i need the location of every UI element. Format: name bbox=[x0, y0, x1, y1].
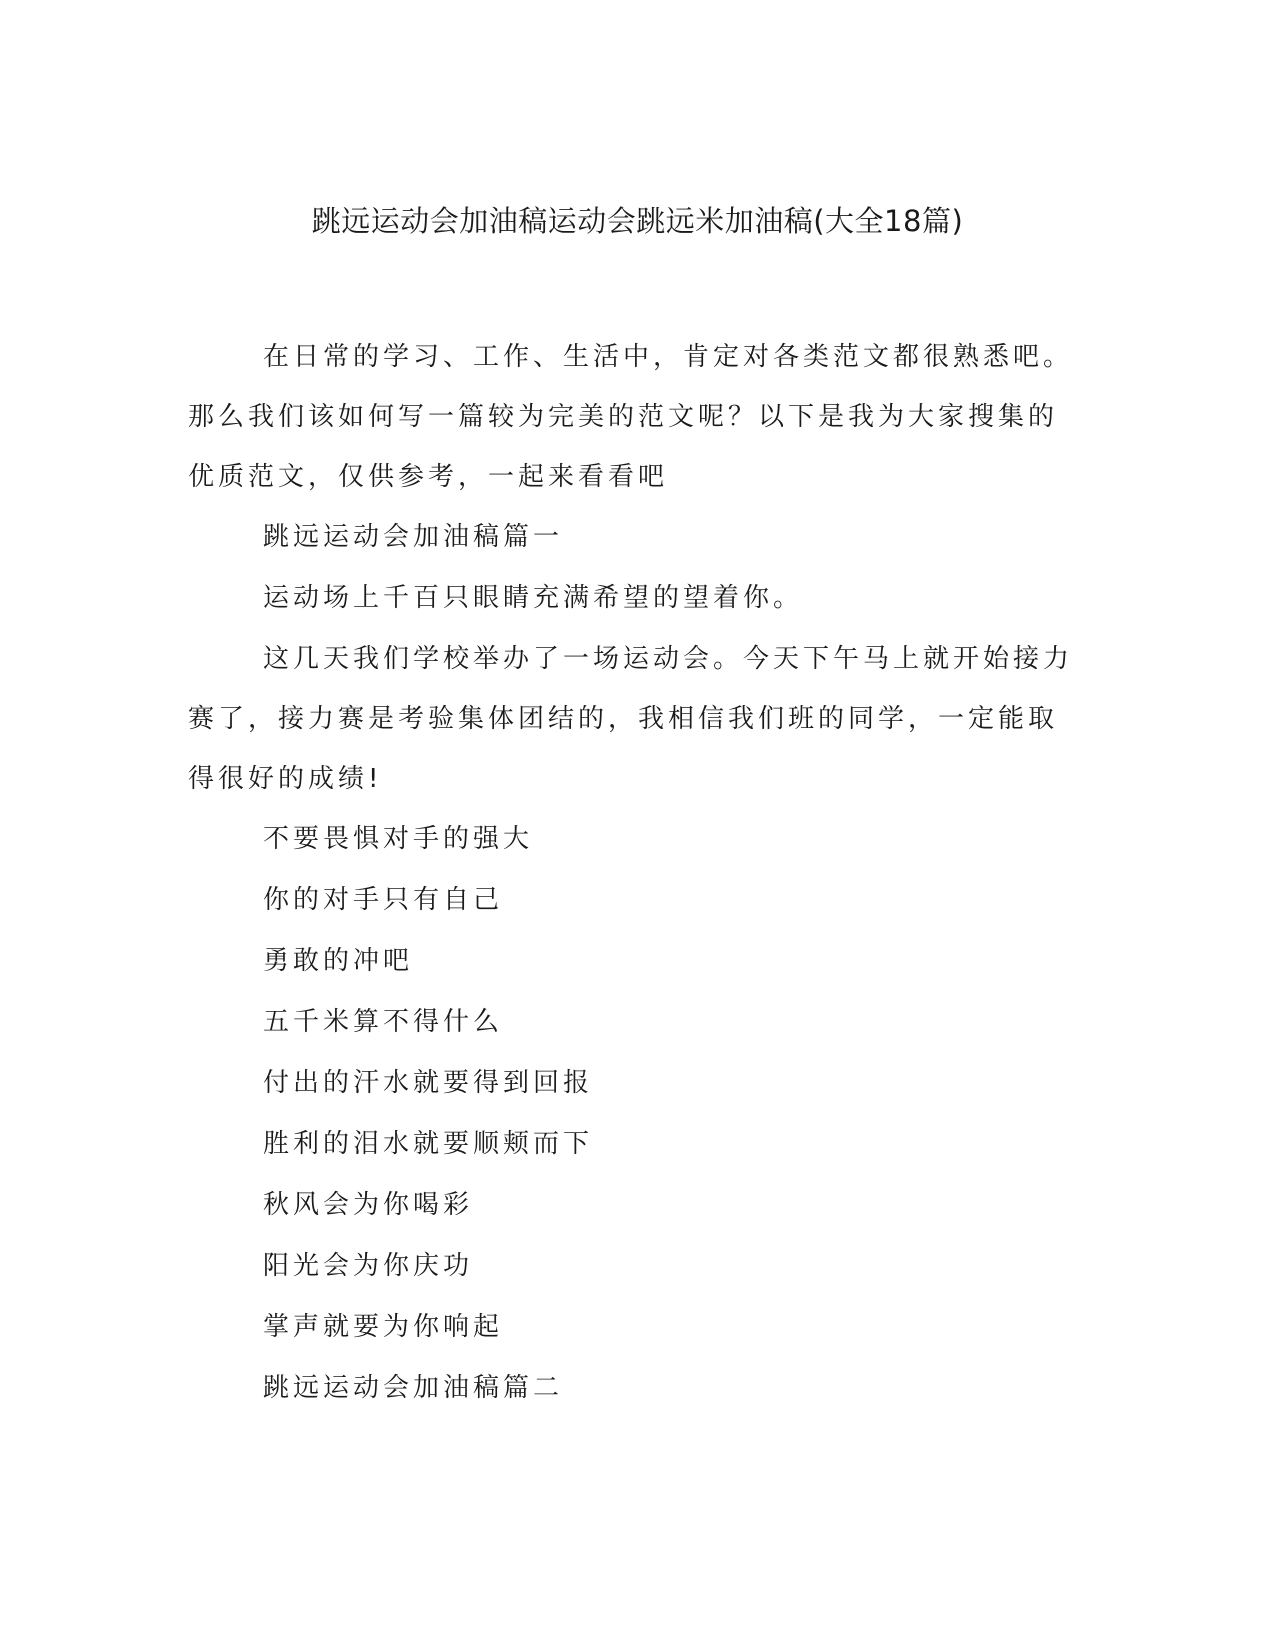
poem-line: 秋风会为你喝彩 bbox=[263, 1190, 474, 1220]
poem-line: 胜利的泪水就要顺颊而下 bbox=[263, 1129, 594, 1159]
poem-line: 五千米算不得什么 bbox=[263, 1007, 504, 1037]
body-line: 运动场上千百只眼睛充满希望的望着你。 bbox=[263, 583, 804, 613]
document-title: 跳远运动会加油稿运动会跳远米加油稿(大全18篇) bbox=[311, 204, 964, 238]
poem-line: 勇敢的冲吧 bbox=[263, 946, 414, 976]
document-body bbox=[188, 327, 1078, 1419]
section-heading-2: 跳远运动会加油稿篇二 bbox=[263, 1373, 564, 1403]
poem-line: 不要畏惧对手的强大 bbox=[263, 824, 534, 854]
body-paragraph: 这几天我们学校举办了一场运动会。今天下午马上就开始接力赛了，接力赛是考验集体团结的，我相信我们班的同学，一定能取得很好的成绩! bbox=[188, 644, 1074, 794]
poem-line: 掌声就要为你响起 bbox=[263, 1312, 504, 1342]
poem-line: 阳光会为你庆功 bbox=[263, 1251, 474, 1281]
intro-paragraph: 在日常的学习、工作、生活中，肯定对各类范文都很熟悉吧。那么我们该如何写一篇较为完美的范文呢？以下是我为大家搜集的优质范文，仅供参考，一起来看看吧 bbox=[188, 342, 1074, 492]
poem-line: 你的对手只有自己 bbox=[263, 885, 504, 915]
poem-line: 付出的汗水就要得到回报 bbox=[263, 1068, 594, 1098]
section-heading-1: 跳远运动会加油稿篇一 bbox=[263, 522, 564, 552]
